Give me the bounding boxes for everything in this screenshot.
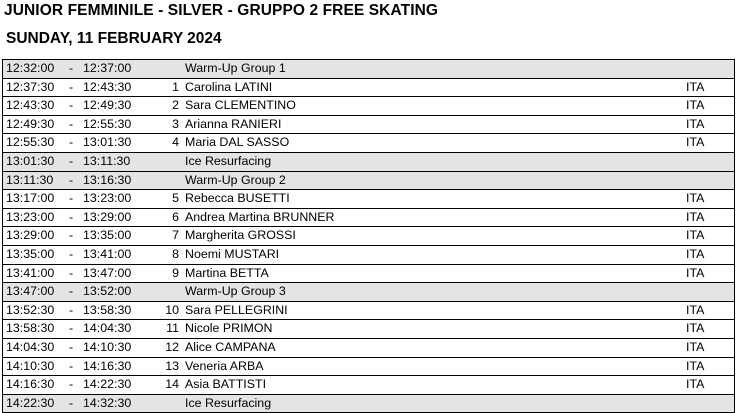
time-separator: -: [69, 98, 74, 113]
end-time: 14:32:30: [83, 395, 132, 410]
start-time: 13:58:30: [6, 321, 55, 336]
start-time: 13:35:00: [6, 246, 55, 261]
time-separator: -: [69, 265, 74, 280]
time-separator: -: [69, 377, 74, 392]
end-time: 13:52:00: [83, 284, 132, 299]
event-row: [3, 172, 734, 191]
skater-row: [3, 265, 734, 284]
skater-name: Sara CLEMENTINO: [185, 98, 296, 113]
start-time: 13:23:00: [6, 209, 55, 224]
start-time: 13:41:00: [6, 265, 55, 280]
end-time: 13:58:30: [83, 302, 132, 317]
end-time: 14:16:30: [83, 358, 132, 373]
nation-code: ITA: [686, 79, 705, 94]
nation-code: ITA: [686, 321, 705, 336]
event-name: Warm-Up Group 2: [185, 172, 286, 187]
skater-name: Martina BETTA: [185, 265, 269, 280]
start-number: 13: [165, 358, 179, 373]
skater-row: [3, 227, 734, 246]
time-separator: -: [69, 321, 74, 336]
nation-code: ITA: [686, 377, 705, 392]
nation-code: ITA: [686, 246, 705, 261]
nation-code: ITA: [686, 116, 705, 131]
skater-row: [3, 358, 734, 377]
skater-row: [3, 246, 734, 265]
skater-row: [3, 79, 734, 98]
skater-name: Margherita GROSSI: [185, 228, 296, 243]
end-time: 12:37:00: [83, 61, 132, 75]
end-time: 12:49:30: [83, 98, 132, 113]
time-separator: -: [69, 228, 74, 243]
start-number: 10: [165, 302, 179, 317]
start-number: 7: [172, 228, 179, 243]
document-title: JUNIOR FEMMINILE - SILVER - GRUPPO 2 FREE SKATING: [4, 2, 439, 19]
time-separator: -: [69, 284, 74, 299]
time-separator: -: [69, 302, 74, 317]
skater-name: Maria DAL SASSO: [185, 135, 290, 150]
skater-row: [3, 116, 734, 135]
start-time: 12:55:30: [6, 135, 55, 150]
end-time: 13:11:30: [83, 153, 131, 168]
end-time: 14:04:30: [83, 321, 132, 336]
start-number: 8: [172, 246, 179, 261]
time-separator: -: [69, 135, 74, 150]
event-row: [3, 153, 734, 172]
time-separator: -: [69, 358, 74, 373]
skater-name: Carolina LATINI: [185, 79, 273, 94]
end-time: 13:16:30: [83, 172, 132, 187]
nation-code: ITA: [686, 228, 705, 243]
skater-name: Sara PELLEGRINI: [185, 302, 288, 317]
start-number: 5: [172, 191, 179, 206]
start-time: 13:17:00: [6, 191, 55, 206]
start-number: 2: [172, 98, 179, 113]
start-time: 14:22:30: [6, 395, 55, 410]
time-separator: -: [69, 172, 74, 187]
document-date: SUNDAY, 11 FEBRUARY 2024: [6, 30, 222, 47]
start-time: 13:01:30: [6, 153, 55, 168]
end-time: 13:29:00: [83, 209, 132, 224]
schedule-table: [2, 59, 735, 413]
event-row: [3, 395, 734, 413]
end-time: 13:35:00: [83, 228, 132, 243]
skater-name: Noemi MUSTARI: [185, 246, 280, 261]
skater-row: [3, 190, 734, 209]
start-time: 13:47:00: [6, 284, 55, 299]
skater-row: [3, 320, 734, 339]
start-time: 14:16:30: [6, 377, 55, 392]
start-time: 14:10:30: [6, 358, 55, 373]
start-time: 13:29:00: [6, 228, 55, 243]
start-number: 12: [165, 339, 179, 354]
event-name: Ice Resurfacing: [185, 395, 272, 410]
skater-row: [3, 97, 734, 116]
time-separator: -: [69, 61, 74, 75]
event-name: Ice Resurfacing: [185, 153, 272, 168]
nation-code: ITA: [686, 98, 705, 113]
skater-name: Rebecca BUSETTI: [185, 191, 290, 206]
end-time: 13:41:00: [83, 246, 132, 261]
skater-name: Asia BATTISTI: [185, 377, 267, 392]
nation-code: ITA: [686, 209, 705, 224]
skater-name: Andrea Martina BRUNNER: [185, 209, 335, 224]
end-time: 12:43:30: [83, 79, 132, 94]
event-name: Warm-Up Group 3: [185, 284, 286, 299]
event-row: [3, 60, 734, 79]
time-separator: -: [69, 191, 74, 206]
skater-name: Arianna RANIERI: [185, 116, 282, 131]
time-separator: -: [69, 395, 74, 410]
start-number: 4: [172, 135, 179, 150]
end-time: 14:22:30: [83, 377, 132, 392]
time-separator: -: [69, 116, 74, 131]
event-name: Warm-Up Group 1: [185, 61, 286, 75]
end-time: 14:10:30: [83, 339, 132, 354]
skater-name: Nicole PRIMON: [185, 321, 273, 336]
nation-code: ITA: [686, 358, 705, 373]
nation-code: ITA: [686, 302, 705, 317]
start-number: 6: [172, 209, 179, 224]
nation-code: ITA: [686, 339, 705, 354]
skater-row: [3, 134, 734, 153]
end-time: 13:01:30: [83, 135, 132, 150]
skater-row: [3, 376, 734, 395]
end-time: 13:23:00: [83, 191, 132, 206]
start-number: 3: [172, 116, 179, 131]
start-number: 14: [165, 377, 179, 392]
start-number: 1: [172, 79, 179, 94]
start-time: 13:11:30: [6, 172, 54, 187]
start-time: 12:32:00: [6, 61, 55, 75]
start-number: 9: [172, 265, 179, 280]
start-time: 12:49:30: [6, 116, 55, 131]
time-separator: -: [69, 339, 74, 354]
start-time: 12:43:30: [6, 98, 55, 113]
nation-code: ITA: [686, 135, 705, 150]
event-row: [3, 283, 734, 302]
nation-code: ITA: [686, 191, 705, 206]
time-separator: -: [69, 209, 74, 224]
start-number: 11: [166, 321, 179, 336]
end-time: 13:47:00: [83, 265, 132, 280]
start-time: 13:52:30: [6, 302, 55, 317]
time-separator: -: [69, 153, 74, 168]
skater-row: [3, 339, 734, 358]
skater-row: [3, 209, 734, 228]
nation-code: ITA: [686, 265, 705, 280]
end-time: 12:55:30: [83, 116, 132, 131]
skater-name: Veneria ARBA: [185, 358, 264, 373]
skater-row: [3, 302, 734, 321]
start-time: 12:37:30: [6, 79, 55, 94]
start-time: 14:04:30: [6, 339, 55, 354]
time-separator: -: [69, 79, 74, 94]
skater-name: Alice CAMPANA: [185, 339, 276, 354]
time-separator: -: [69, 246, 74, 261]
